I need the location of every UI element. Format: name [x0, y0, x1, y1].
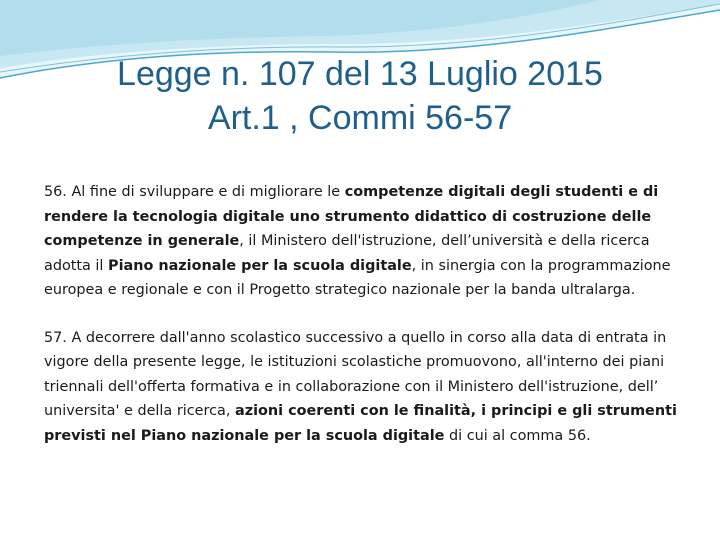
title-line-1: Legge n. 107 del 13 Luglio 2015 [117, 55, 603, 93]
slide-body [44, 180, 684, 448]
text-run: 57. A decorrere dall'anno scolastico successivo a quello in corso alla data di entrata in vigore della presente legge, le istituzioni scolastiche promuovono, all'interno dei piani triennali dell'offerta formativa e in collaborazione con il Ministero dell'istruzione, dell’ universita' e della ricerca, [44, 329, 667, 419]
text-run: , il Ministero dell'istruzione, dell’università e della ricerca adotta il [44, 233, 650, 274]
bold-text-run: azioni coerenti con le finalità, i principi e gli strumenti previsti nel Piano nazionale per la scuola digitale [44, 403, 677, 444]
text-run: , in sinergia con la programmazione europea e regionale e con il Progetto strategico nazionale per la banda ultralarga. [44, 257, 671, 298]
slide-title [20, 52, 700, 140]
paragraph-comma-56 [44, 180, 684, 303]
bold-text-run: competenze digitali degli studenti e di rendere la tecnologia digitale uno strumento didattico di costruzione delle competenze in generale [44, 184, 659, 249]
text-run: 56. Al fine di sviluppare e di migliorare le [44, 184, 345, 200]
title-line-2: Art.1 , Commi 56-57 [207, 99, 513, 137]
bold-text-run: Piano nazionale per la scuola digitale [108, 257, 412, 274]
text-run: di cui al comma 56. [444, 427, 591, 444]
paragraph-comma-57 [44, 326, 684, 449]
